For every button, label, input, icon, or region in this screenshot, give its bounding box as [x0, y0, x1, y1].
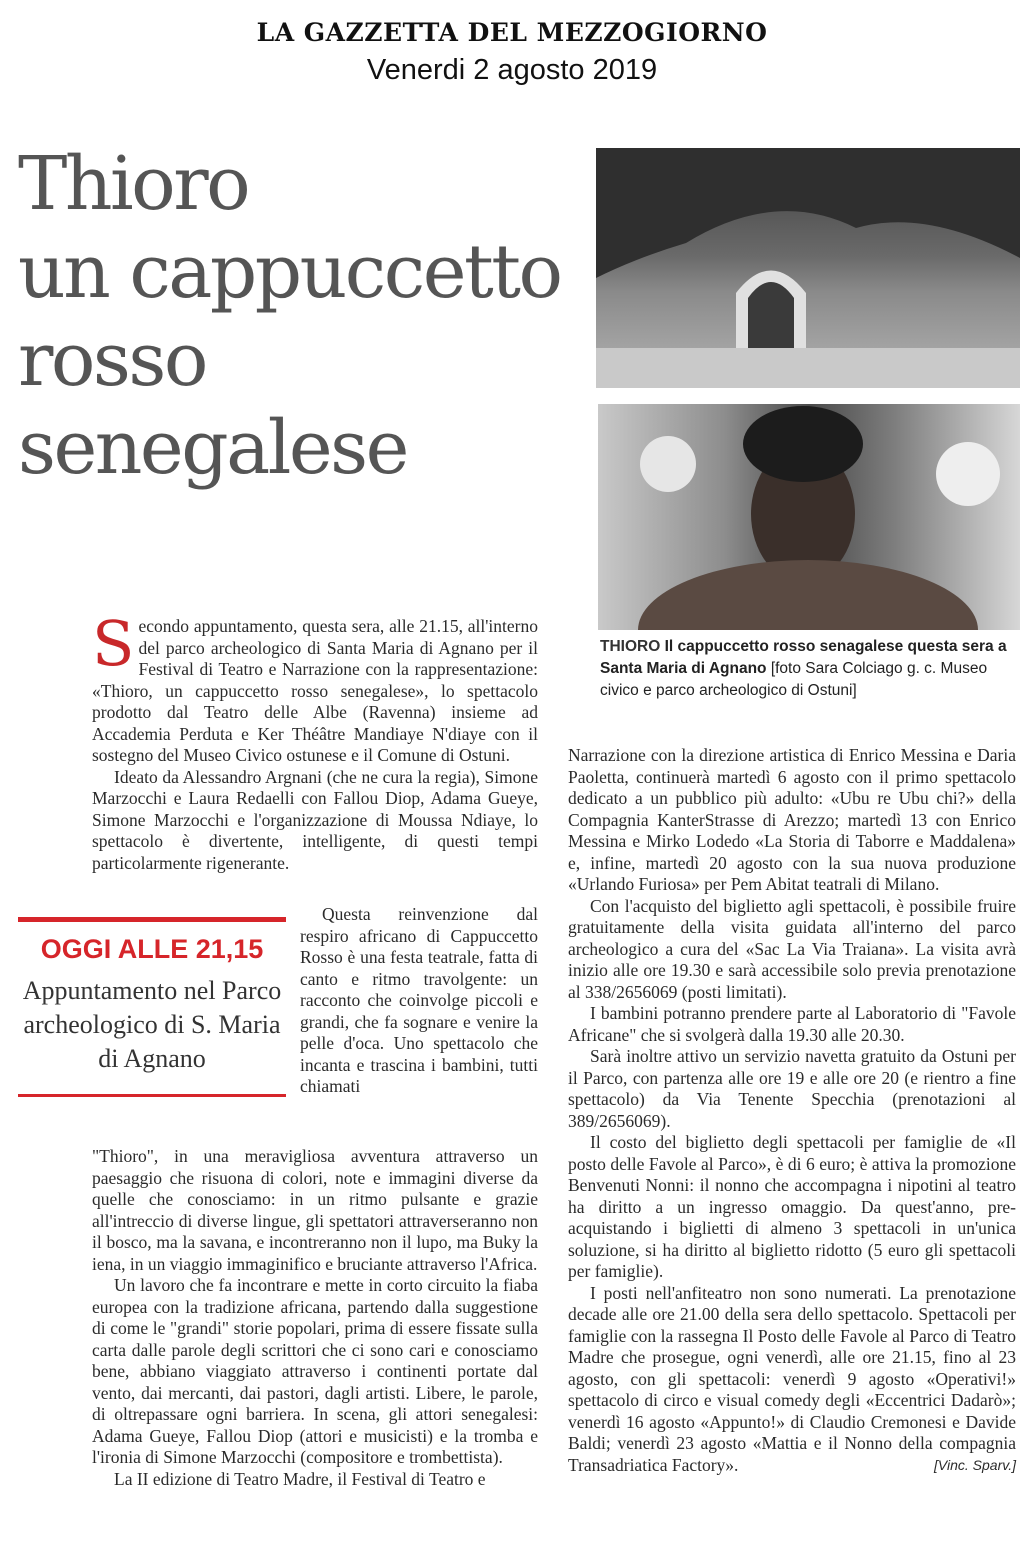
headline-line: un cappuccetto: [18, 229, 561, 315]
article-column-left-middle: [300, 904, 538, 1098]
headline-line: senegalese: [18, 405, 407, 491]
masthead: LA GAZZETTA DEL MEZZOGIORNO: [256, 18, 768, 47]
article-paragraph: Questa reinvenzione dal respiro africano di Cappuccetto Rosso è una festa teatrale, fatta di canto e ritmo travolgente: un racconto che coinvolge piccoli e grandi, che fa sognare e venire la pelle d'oca. Uno spettacolo che incanta e trascina i bambini, tutti chiamati: [300, 904, 538, 1096]
article-paragraph: I posti nell'anfiteatro non sono numerati. La prenotazione decade alle ore 21.00 della sera dello spettacolo. Spettacoli per famiglie con la rassegna Il Posto delle Favole al Parco di Teatro Madre che prosegue, ogni venerdì, alle ore 21.15, fino al 23 agosto, con gli spettacoli: venerdì 9 agosto «Operativi!» spettacolo di circo e visual comedy degli «Eccentrici Dadarò»; venerdì 16 agosto «Appunto!» di Claudio Cremonesi e Davide Baldi; venerdì 23 agosto «Mattia e il Nonno della compagnia Transadriatica Factory». [Vinc. Sparv.]: [568, 1282, 1016, 1475]
article-paragraph: Un lavoro che fa incontrare e mette in corto circuito la fiaba europea con la tradizione africana, partendo dalla suggestione di come le "grandi" storie popolari, prima di essere fissate sulla carta dalle parole degli scrittori che ci sono cari e conosciamo bene, abbiano viaggiato attraverso i continenti portate dal vento, dai mercanti, dai pastori, dagli artisti. Libere, le parole, di oltrepassare ogni barriera. In scena, gli attori senegalesi: Adama Gueye, Fallou Diop (attori e musicisti) e la tromba e l'ironia di Simone Marzocchi (compositore e trombettista).: [92, 1275, 538, 1467]
article-paragraph: La II edizione di Teatro Madre, il Festival di Teatro e: [114, 1468, 486, 1489]
box-top-rule: [18, 917, 286, 922]
article-paragraph: I bambini potranno prendere parte al Laboratorio di "Favole Africane" che si svolgerà dalla 19.30 alle 20.30.: [568, 1003, 1016, 1045]
caption-key: THIORO: [600, 638, 661, 655]
article-paragraph: Sarà inoltre attivo un servizio navetta gratuito da Ostuni per il Parco, con partenza alle ore 19 e alle ore 20 (e rientro a fine spettacolo) da Via Tenente Specchia (prenotazioni al 389/2656069).: [568, 1046, 1016, 1131]
headline-line: rosso: [18, 317, 206, 403]
article-paragraph: Con l'acquisto del biglietto agli spettacoli, è possibile fruire gratuitamente della visita guidata all'interno del parco archeologico a cura del «Sac La Via Traiana». La visita avrà inizio alle ore 19.30 e sarà accessibile solo previa prenotazione al 338/2656069 (posti limitati).: [568, 895, 1016, 1002]
article-column-left-top: [92, 607, 538, 874]
article-paragraph: Secondo appuntamento, questa sera, alle 21.15, all'interno del parco archeologico di Santa Maria di Agnano per il Festival di Teatro e Narrazione con la rappresentazione: «Thioro, un cappuccetto rosso senegalese», lo spettacolo prodotto dal Teatro delle Albe (Ravenna) insieme ad Accademia Perduta e Ker Théâtre Mandiaye N'diaye con il sostegno del Museo Civico ostunese e il Comune di Ostuni.: [92, 607, 538, 765]
article-column-left-bottom: [92, 1146, 538, 1490]
box-title: OGGI ALLE 21,15: [40, 934, 264, 964]
caption-lead: Il cappuccetto rosso senagalese questa sera a Santa Maria di Agnano: [600, 638, 1007, 677]
cave-arch-image: [596, 148, 1020, 388]
drop-cap: S: [92, 607, 135, 680]
caption-credit: [foto Sara Colciago g. c. Museo civico e parco archeologico di Ostuni]: [600, 660, 988, 699]
headline: [18, 140, 578, 492]
article-paragraph: Ideato da Alessandro Argnani (che ne cura la regia), Simone Marzocchi e Laura Redaelli con Fallou Diop, Adama Gueye, Simone Marzocchi e l'organizzazione di Moussa Ndiaye, lo spettacolo è divertente, intelligente, di questi tempi particolarmente rigenerante.: [92, 766, 538, 873]
headline-line: Thioro: [18, 141, 249, 227]
article-paragraph: Il costo del biglietto degli spettacoli per famiglie de «Il posto delle Favole al Parco», è di 6 euro; è attiva la promozione Benvenuti Nonni: il nonno che accompagna i nipotini al teatro ha diritto a un ingresso omaggio. Da quest'anno, pre-acquistando i biglietti di almeno 3 spettacoli in un'unica soluzione, si ha diritto al biglietto ridotto (5 euro gli spettacoli per famiglie).: [568, 1132, 1016, 1281]
article-paragraph: Narrazione con la direzione artistica di Enrico Messina e Daria Paoletta, continuerà martedì 6 agosto con il primo spettacolo dedicato a un pubblico più adulto: «Ubu re Ubu chi?» della Compagnia KanterStrasse di Arezzo; martedì 13 con Enrico Messina e Mirko Lodedo «La Storia di Taborre e Maddalena» e, infine, martedì 20 agosto con la sua nuova produzione «Urlando Furiosa» per Pem Abitat teatrali di Milano.: [568, 745, 1016, 894]
article-column-right: [568, 745, 1016, 1476]
photo-actor: [598, 404, 1020, 630]
box-text: Appuntamento nel Parco archeologico di S. Maria di Agnano: [22, 976, 282, 1073]
photo-archaeological-park: [596, 148, 1020, 388]
dateline: Venerdi 2 agosto 2019: [366, 54, 658, 86]
article-paragraph: "Thioro", in una meravigliosa avventura attraverso un paesaggio che risuona di colori, note e immagini diverse da quelle che conosciamo: in un ritmo pulsante e grazie all'intreccio di diverse lingue, gli spettatori attraverseranno non il bosco, ma la savana, e incontreranno non il lupo, ma Buky la iena, in un viaggio immaginifico e bruciante attraverso l'Africa.: [92, 1146, 538, 1274]
author-signature: [Vinc. Sparv.]: [934, 1456, 1016, 1473]
actor-image: [598, 404, 1020, 630]
photo-caption: [600, 636, 1020, 702]
box-bottom-rule: [18, 1094, 286, 1097]
